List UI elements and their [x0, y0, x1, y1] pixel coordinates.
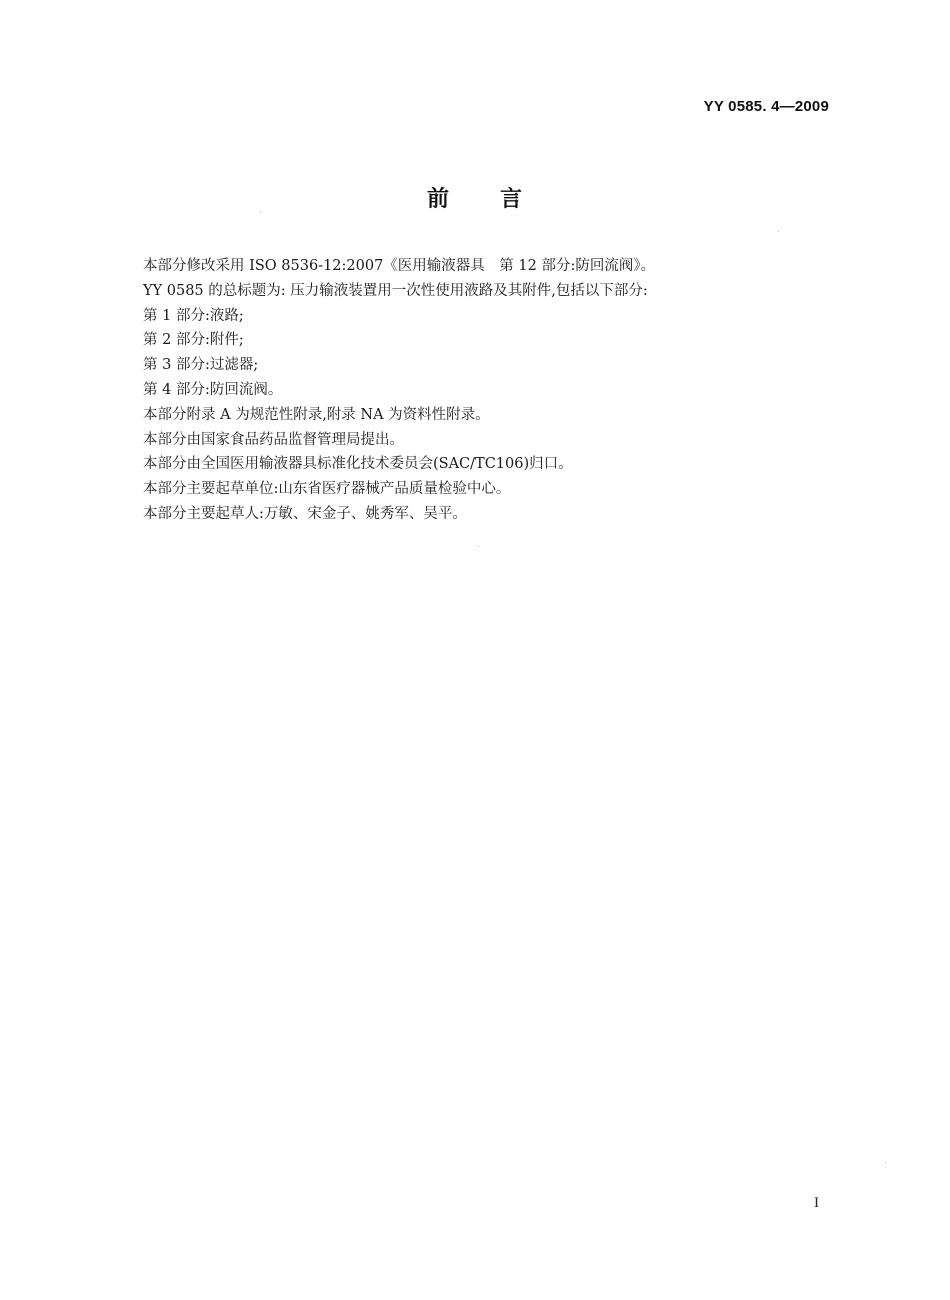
list-item-part-3: 第 3 部分:过滤器; — [143, 357, 259, 374]
scan-speck — [778, 231, 779, 232]
list-item-part-2: 第 2 部分:附件; — [143, 332, 244, 349]
title-char-1: 前 — [426, 187, 450, 212]
scan-speck — [885, 1162, 886, 1163]
paragraph-drafting-unit: 本部分主要起草单位:山东省医疗器械产品质量检验中心。 — [143, 481, 511, 498]
page-title — [0, 182, 950, 213]
list-item-part-1: 第 1 部分:液路; — [143, 307, 244, 324]
scan-speck — [478, 546, 479, 547]
title-char-2: 言 — [500, 187, 524, 212]
scan-speck — [260, 212, 261, 213]
paragraph-annexes: 本部分附录 A 为规范性附录,附录 NA 为资料性附录。 — [143, 406, 490, 423]
paragraph-adoption: 本部分修改采用 ISO 8536-12:2007《医用输液器具 第 12 部分:防回流阀》。 — [143, 258, 656, 274]
paragraph-drafters: 本部分主要起草人:万敏、宋金子、姚秀军、吴平。 — [143, 505, 467, 522]
paragraph-committee: 本部分由全国医用输液器具标准化技术委员会(SAC/TC106)归口。 — [143, 456, 573, 473]
list-item-part-4: 第 4 部分:防回流阀。 — [143, 381, 283, 398]
foreword-body — [143, 254, 843, 527]
standard-code: YY 0585. 4—2009 — [703, 98, 829, 115]
paragraph-general-title: YY 0585 的总标题为: 压力输液装置用一次性使用液路及其附件,包括以下部分: — [143, 282, 648, 299]
paragraph-proposer: 本部分由国家食品药品监督管理局提出。 — [143, 431, 404, 448]
page-number: I — [814, 1195, 819, 1211]
